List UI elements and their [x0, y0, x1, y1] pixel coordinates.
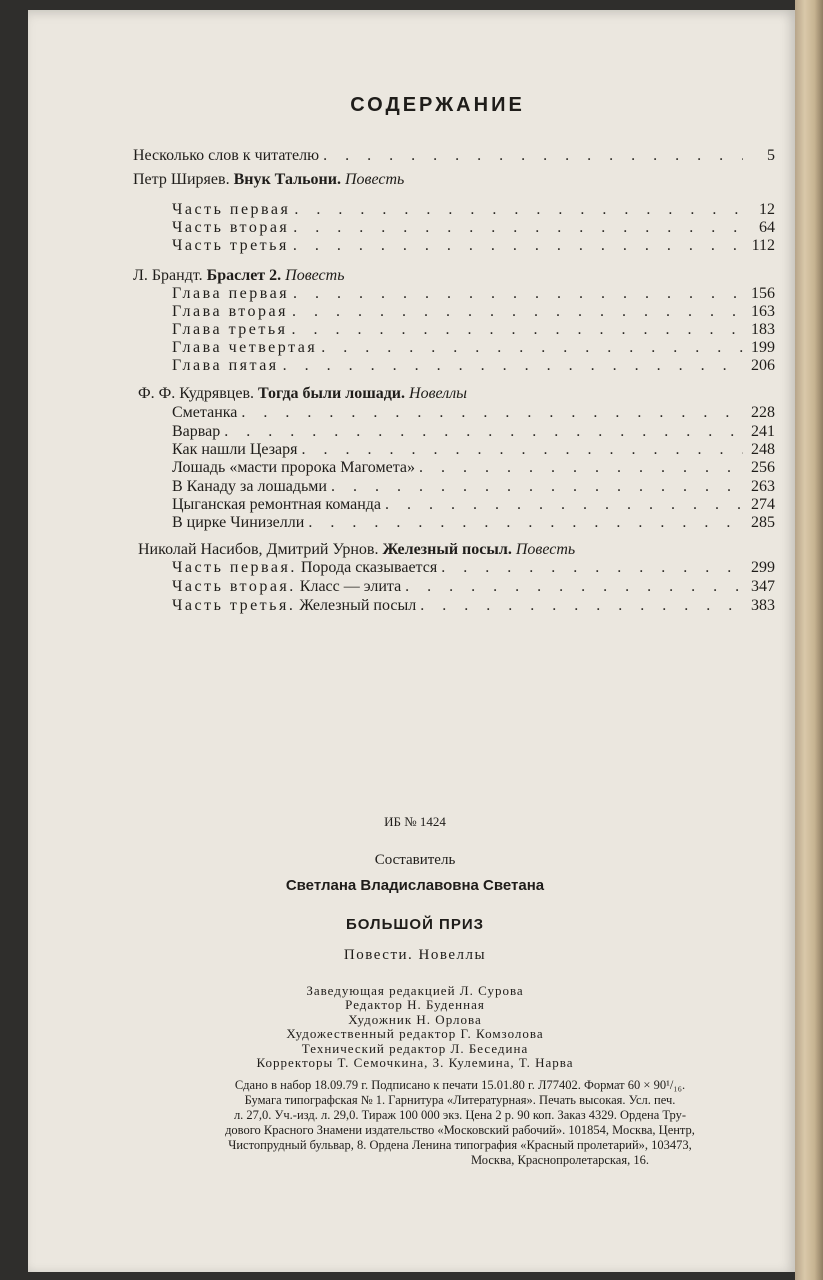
page-edge: [795, 0, 823, 1280]
toc-entry-part: Часть третья.: [172, 597, 296, 614]
toc-title: СОДЕРЖАНИЕ: [350, 94, 525, 116]
leader-dots: [293, 236, 743, 255]
toc-entry: [172, 218, 775, 237]
toc-entry-page: 299: [751, 559, 775, 576]
leader-dots: [293, 218, 743, 237]
toc-entry: [172, 558, 775, 577]
section-heading: [138, 540, 575, 559]
toc-entry-part: Часть первая.: [172, 559, 297, 576]
credit-line: Корректоры Т. Семочкина, З. Кулемина, Т. Нарва: [256, 1055, 574, 1071]
toc-entry: [172, 577, 775, 596]
imprint-line: дового Красного Знамени издательство «Московский рабочий». 101854, Москва, Центр,: [225, 1123, 695, 1137]
toc-entry: [172, 513, 775, 532]
toc-entry: [172, 422, 775, 441]
credit-line: Художник Н. Орлова: [348, 1011, 482, 1027]
toc-entry-page: 183: [751, 321, 775, 338]
toc-entry: [172, 458, 775, 477]
toc-entry-label: Глава четвертая: [172, 339, 318, 356]
compiler-name: Светлана Владиславовна Светана: [285, 877, 545, 894]
section-genre: Повесть: [344, 171, 405, 188]
imprint-line: л. 27,0. Уч.-изд. л. 29,0. Тираж 100 000 экз. Цена 2 р. 90 коп. Заказ 4329. Ордена Тру-: [233, 1108, 687, 1122]
toc-entry-label: Варвар: [172, 423, 221, 440]
toc-entry-label: Лошадь «масти пророка Магомета»: [172, 459, 415, 476]
toc-entry-page: 347: [751, 578, 775, 595]
toc-entry: [172, 596, 775, 615]
section-author: Николай Насибов, Дмитрий Урнов.: [138, 541, 379, 558]
section-author: Петр Ширяев.: [133, 171, 230, 188]
toc-entry: [172, 477, 775, 496]
toc-entry: [172, 495, 775, 514]
toc-entry-page: 248: [751, 441, 775, 458]
section-author: Л. Брандт.: [133, 267, 203, 284]
section-genre: Новеллы: [409, 385, 468, 402]
toc-entry-label: В цирке Чинизелли: [172, 514, 305, 531]
toc-entry-label: Цыганская ремонтная команда: [172, 496, 382, 513]
toc-entry: [172, 338, 775, 357]
toc-entry: [172, 356, 775, 375]
toc-entry-label: Железный посыл: [299, 597, 417, 614]
section-heading: [133, 170, 404, 189]
leader-dots: [292, 320, 743, 339]
toc-entry: [172, 236, 775, 255]
book-title: БОЛЬШОЙ ПРИЗ: [345, 916, 485, 933]
imprint-line: Сдано в набор 18.09.79 г. Подписано к печати 15.01.80 г. Л77402. Формат 60 × 90¹/₁₆.: [234, 1078, 686, 1092]
toc-entry-label: В Канаду за лошадьми: [172, 478, 327, 495]
leader-dots: [385, 495, 743, 514]
leader-dots: [441, 558, 743, 577]
toc-entry-part: Часть вторая.: [172, 578, 296, 595]
leader-dots: [420, 596, 743, 615]
ib-number: ИБ № 1424: [384, 814, 446, 829]
leader-dots: [294, 200, 743, 219]
toc-entry-page: 112: [751, 237, 775, 254]
toc-entry-label: Глава третья: [172, 321, 288, 338]
leader-dots: [323, 146, 743, 165]
toc-entry-label: Глава вторая: [172, 303, 288, 320]
toc-entry: [172, 440, 775, 459]
toc-entry-page: 163: [751, 303, 775, 320]
toc-entry-page: 241: [751, 423, 775, 440]
leader-dots: [405, 577, 743, 596]
toc-entry-label: Глава первая: [172, 285, 290, 302]
toc-entry-label: Класс — элита: [299, 578, 402, 595]
leader-dots: [283, 356, 743, 375]
toc-entry-page: 383: [751, 597, 775, 614]
leader-dots: [308, 513, 743, 532]
toc-entry-page: 12: [759, 201, 775, 218]
toc-entry-page: 5: [767, 147, 775, 164]
toc-entry-page: 156: [751, 285, 775, 302]
toc-entry-label: Порода сказывается: [300, 559, 438, 576]
leader-dots: [293, 284, 743, 303]
leader-dots: [419, 458, 743, 477]
toc-entry: [133, 146, 775, 165]
toc-entry-page: 256: [751, 459, 775, 476]
toc-entry: [172, 200, 775, 219]
book-subtitle: Повести. Новеллы: [343, 947, 487, 963]
toc-entry-label: Часть третья: [172, 237, 289, 254]
credit-line: Художественный редактор Г. Комзолова: [286, 1026, 544, 1042]
compiler-label: Составитель: [374, 852, 456, 868]
leader-dots: [321, 338, 743, 357]
toc-entry-page: 285: [751, 514, 775, 531]
section-author: Ф. Ф. Кудрявцев.: [138, 385, 255, 402]
section-work: Тогда были лошади.: [258, 385, 406, 402]
toc-entry-label: Часть вторая: [172, 219, 290, 236]
toc-entry-page: 263: [751, 478, 775, 495]
credits: [0, 984, 823, 1070]
section-genre: Повесть: [285, 267, 345, 284]
section-work: Железный посыл.: [382, 541, 512, 558]
section-heading: [138, 384, 467, 403]
section-genre: Повесть: [515, 541, 576, 558]
toc-entry-page: 64: [759, 219, 775, 236]
toc-entry-label: Как нашли Цезаря: [172, 441, 298, 458]
toc-entry-label: Сметанка: [172, 404, 238, 421]
leader-dots: [302, 440, 744, 459]
toc-entry-label: Несколько слов к читателю: [133, 147, 320, 164]
toc-entry-label: Часть первая: [172, 201, 291, 218]
credit-line: Заведующая редакцией Л. Сурова: [306, 983, 524, 998]
imprint-line: Чистопрудный бульвар, 8. Ордена Ленина типография «Красный пролетарий», 103473,: [228, 1138, 692, 1152]
toc-entry: [172, 284, 775, 303]
section-work: Браслет 2.: [206, 267, 282, 284]
leader-dots: [292, 302, 743, 321]
toc-entry-page: 228: [751, 404, 775, 421]
leader-dots: [224, 422, 743, 441]
imprint-line: Москва, Краснопролетарская, 16.: [471, 1153, 649, 1167]
imprint-line: Бумага типографская № 1. Гарнитура «Литературная». Печать высокая. Усл. печ.: [244, 1093, 676, 1107]
toc-entry-page: 274: [751, 496, 775, 513]
toc-entry: [172, 403, 775, 422]
section-work: Внук Тальони.: [233, 171, 341, 188]
credit-line: Технический редактор Л. Беседина: [301, 1040, 529, 1056]
imprint: [150, 1078, 770, 1168]
leader-dots: [241, 403, 743, 422]
leader-dots: [331, 477, 743, 496]
toc-entry-label: Глава пятая: [172, 357, 279, 374]
section-heading: [133, 266, 344, 285]
toc-entry-page: 206: [751, 357, 775, 374]
credit-line: Редактор Н. Буденная: [345, 997, 485, 1013]
toc-entry-page: 199: [751, 339, 775, 356]
toc-entry: [172, 320, 775, 339]
toc-entry: [172, 302, 775, 321]
